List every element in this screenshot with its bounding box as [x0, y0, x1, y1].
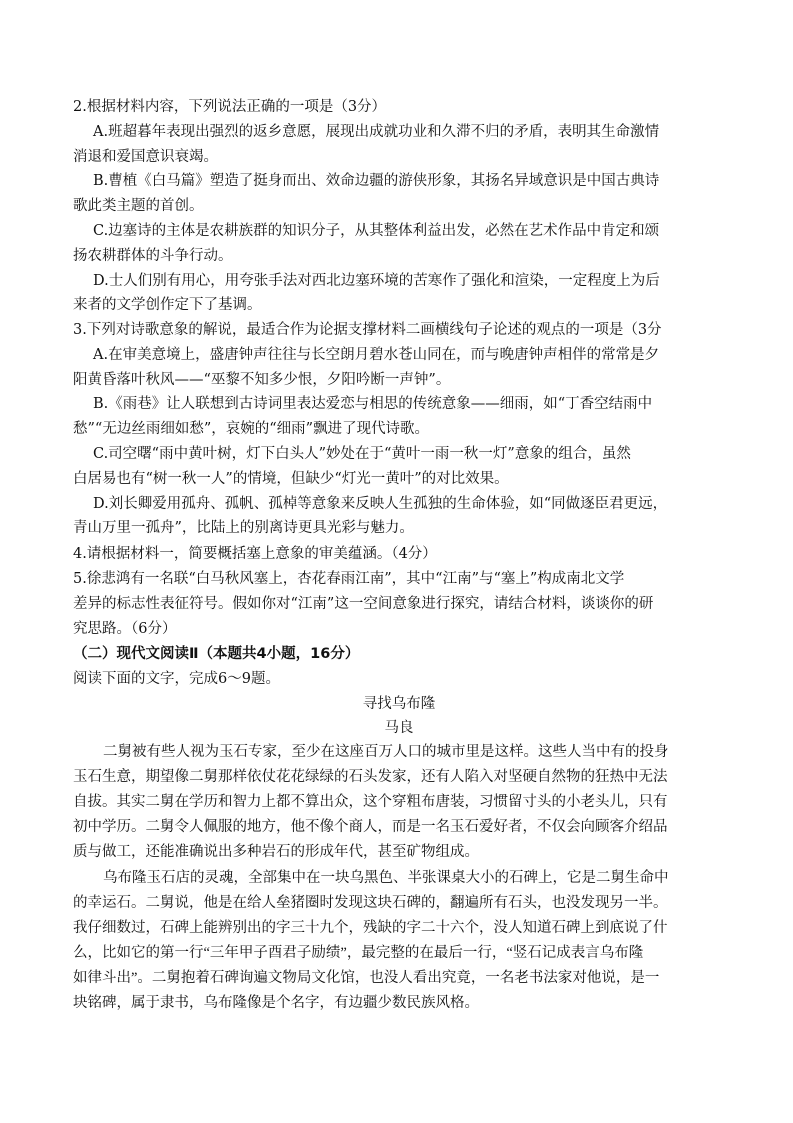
passage-paragraph-2	[73, 866, 725, 1016]
paragraph-2-line-5: 如律斗出”。二舅抱着石碑询遍文物局文化馆，也没人看出究竟，一名老书法家对他说，是一	[73, 970, 660, 986]
paragraph-1-line-4: 初中学历。二舅令人佩服的地方，他不像个商人，而是一名玉石爱好者，不仅会向顾客介绍品	[73, 819, 668, 835]
question-2	[73, 95, 725, 318]
question-5-line-2: 差异的标志性表征符号。假如你对“江南”这一空间意象进行探究，请结合材料，谈谈你的研	[73, 595, 654, 612]
q2-option-b-line-1: B.曹植《白马篇》塑造了挺身而出、效命边疆的游侠形象，其扬名异域意识是中国古典诗	[93, 173, 660, 190]
question-4	[73, 542, 725, 567]
paragraph-1-line-3: 自拔。其实二舅在学历和智力上都不算出众，这个穿粗布唐装，习惯留寸头的小老头儿，只有	[73, 794, 668, 810]
q2-option-b-line-2: 歌此类主题的首创。	[73, 198, 204, 215]
question-5-line-3: 究思路。（6分）	[73, 620, 177, 637]
paragraph-2-line-4: 么，比如它的第一行“三年甲子酉君子励绩”，最完整的在最后一行，“竖石记成表言乌布隆	[73, 945, 644, 961]
paragraph-1-line-2: 玉石生意，期望像二舅那样依仗花花绿绿的石头发家，还有人陷入对坚硬自然物的狂热中无法	[73, 769, 668, 785]
q3-option-a-line-2: 阳黄昏落叶秋风——“巫黎不知多少恨，夕阳吟断一声钟”。	[73, 371, 451, 388]
q2-option-d-line-2: 来者的文学创作定下了基调。	[73, 297, 262, 314]
paragraph-1-line-5: 质与做工，还能准确说出多种岩石的形成年代，甚至矿物组成。	[73, 844, 479, 860]
question-5-line-1: 5.徐悲鸿有一名联“白马秋风塞上，杏花春雨江南”，其中“江南”与“塞上”构成南北文学	[73, 571, 625, 587]
question-3	[73, 318, 725, 541]
paragraph-2-line-3: 我仔细数过，石碑上能辨别出的字三十九个，残缺的字二十六个，没人知道石碑上到底说了什	[73, 920, 668, 936]
section-heading: （二）现代文阅读Ⅱ（本题共4小题，16分）	[73, 646, 360, 662]
q2-option-d-line-1: D.士人们别有用心，用夸张手法对西北边塞环境的苦寒作了强化和渲染，一定程度上为后	[93, 272, 660, 289]
question-3-stem: 3.下列对诗歌意象的解说，最适合作为论据支撑材料二画横线句子论述的观点的一项是（3分	[73, 322, 662, 338]
passage	[73, 692, 725, 740]
q3-option-b-line-2: 愁”“无边丝雨细如愁”，哀婉的“细雨”飘进了现代诗歌。	[73, 421, 430, 438]
q3-option-d-line-1: D.刘长卿爱用孤舟、孤帆、孤棹等意象来反映人生孤独的生命体验，如“同做逐臣君更远，	[93, 495, 668, 512]
q3-option-c-line-2: 白居易也有“树一秋一人”的情境，但缺少“灯光一黄叶”的对比效果。	[73, 470, 509, 487]
paragraph-2-line-2: 的幸运石。二舅说，他是在给人垒猪圈时发现这块石碑的，翻遍所有石头，也没发现另一半。	[73, 895, 668, 911]
q2-option-a-line-1: A.班超暮年表现出强烈的返乡意愿，展现出成就功业和久滞不归的矛盾，表明其生命激情	[93, 123, 660, 140]
passage-paragraph-1	[73, 740, 725, 865]
passage-author: 马良	[384, 720, 414, 736]
q2-option-c-line-2: 扬农耕群体的斗争行动。	[73, 247, 233, 264]
paragraph-2-line-1: 乌布隆玉石店的灵魂，全部集中在一块乌黑色、半张课桌大小的石碑上，它是二舅生命中	[103, 870, 669, 886]
question-5	[73, 567, 725, 641]
q2-option-a-line-2: 消退和爱国意识衰竭。	[73, 148, 218, 165]
q3-option-d-line-2: 青山万里一孤舟”，比陆上的别离诗更具光彩与魅力。	[73, 520, 414, 537]
q2-option-c-line-1: C.边塞诗的主体是农耕族群的知识分子，从其整体利益出发，必然在艺术作品中肯定和颂	[93, 222, 660, 239]
paragraph-2-line-6: 块铭碑，属于隶书，乌布隆像是个名字，有边疆少数民族风格。	[73, 995, 479, 1011]
section-instruction: 阅读下面的文字，完成6～9题。	[73, 670, 280, 687]
q3-option-a-line-1: A.在审美意境上，盛唐钟声往往与长空朗月碧水苍山同在，而与晚唐钟声相伴的常常是夕	[93, 346, 660, 363]
passage-title: 寻找乌布隆	[362, 696, 436, 712]
q3-option-c-line-1: C.司空曙“雨中黄叶树，灯下白头人”妙处在于“黄叶一雨一秋一灯”意象的组合，虽然	[93, 445, 631, 462]
paragraph-1-line-1: 二舅被有些人视为玉石专家，至少在这座百万人口的城市里是这样。这些人当中有的投身	[103, 744, 669, 760]
question-4-stem: 4.请根据材料一，简要概括塞上意象的审美蕴涵。（4分）	[73, 546, 437, 562]
q3-option-b-line-1: B.《雨巷》让人联想到古诗词里表达爱恋与相思的传统意象——细雨，如“丁香空结雨中	[93, 396, 653, 413]
question-2-stem: 2.根据材料内容，下列说法正确的一项是（3分）	[73, 99, 387, 115]
section-2-header	[73, 642, 725, 692]
